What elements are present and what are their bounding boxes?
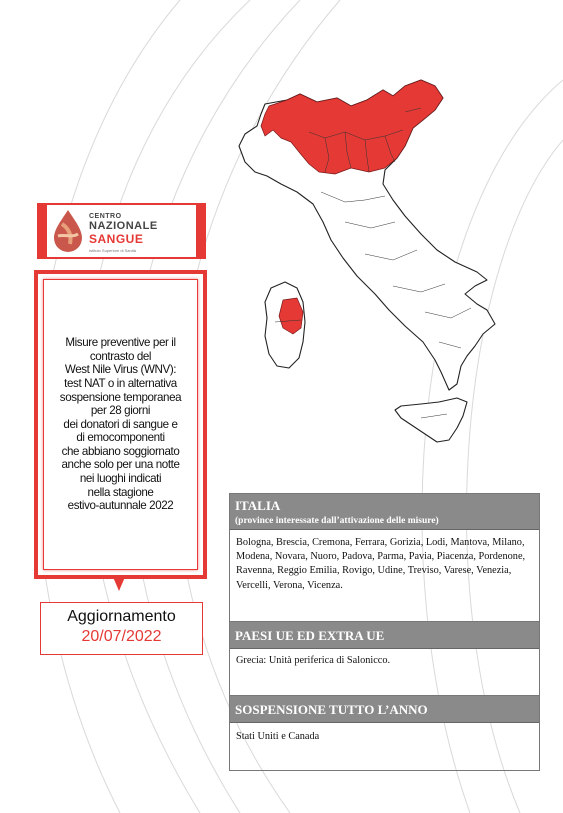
logo-text-iss: Istituto Superiore di Sanità (89, 248, 136, 253)
section-sospensione-header (230, 696, 539, 723)
logo-text-centro: CENTRO (89, 213, 122, 220)
logo-inner (47, 205, 196, 257)
message-inner (43, 279, 198, 570)
section-sospensione-body: Stati Uniti e Canada (236, 731, 320, 742)
logo-text-nazionale: NAZIONALE (89, 220, 158, 232)
section-ue-body: Grecia: Unità periferica di Salonicco. (230, 649, 539, 696)
message-pointer (113, 577, 125, 591)
section-italia-title: ITALIA (235, 498, 281, 513)
section-ue-header (230, 622, 539, 649)
update-date: 20/07/2022 (81, 628, 162, 645)
message-box (34, 270, 207, 579)
sicily (395, 398, 467, 442)
section-italia-header (230, 494, 539, 530)
logo-text-sangue: SANGUE (89, 232, 144, 246)
section-italia-subtitle: (province interessate dall’attivazione delle misure) (235, 516, 439, 526)
section-italia-body: Bologna, Brescia, Cremona, Ferrara, Gorizia, Lodi, Mantova, Milano, Modena, Novara, Nuoro, Padova, Parma, Pavia, Piacenza, Pordenone, Ravenna, Reggio Emilia, Rovigo, Udine, Treviso, Varese, Venezia, Vercelli, Verona, Vicenza. (230, 530, 539, 622)
section-ue-title: PAESI UE ED EXTRA UE (235, 628, 385, 643)
update-label: Aggiornamento (67, 608, 176, 625)
message-text: Misure preventive per il contrasto del West Nile Virus (WNV): test NAT o in alternativa sospensione temporanea per 28 giorni dei donatori di sangue e di emocomponenti che abbiano soggiornato anche solo per una notte nei luoghi indicati nella stagione estivo-autunnale 2022 (59, 336, 182, 513)
logo-centro-nazionale-sangue (37, 203, 206, 259)
provinces-panel (229, 493, 540, 771)
update-box (40, 602, 203, 655)
blood-drop-emblem-icon (50, 208, 86, 254)
italy-map (225, 72, 541, 480)
section-sospensione-title: SOSPENSIONE TUTTO L’ANNO (235, 702, 428, 717)
